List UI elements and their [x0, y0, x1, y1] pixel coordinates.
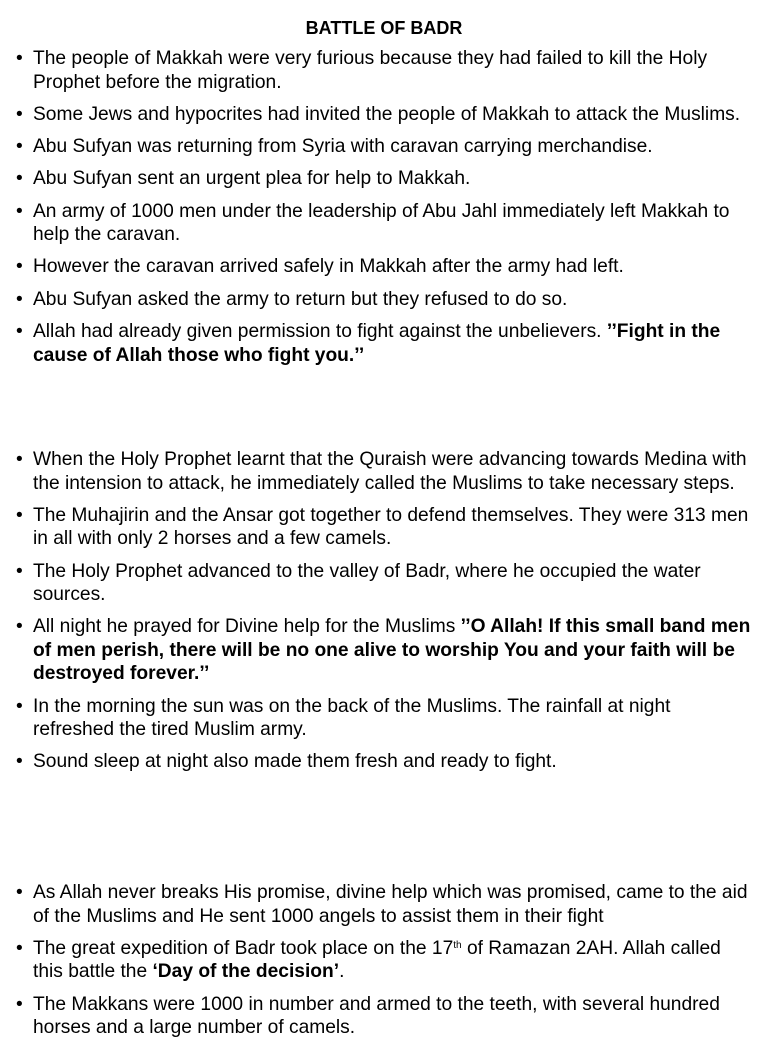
bullet-text: The people of Makkah were very furious because they had failed to kill the Holy Prophet before the migration.	[33, 48, 708, 93]
bullet-text: of Ramazan 2AH. Allah called this battle the	[33, 937, 721, 983]
page-title: BATTLE OF BADR	[305, 18, 463, 38]
bullet-list-section-2	[14, 448, 754, 783]
bullet-text: Allah had already given permission to fight against the unbelievers.	[33, 321, 607, 343]
bullet-text: When the Holy Prophet learnt that the Quraish were advancing towards Medina with the intension to attack, he immediately called the Muslims to take necessary steps.	[33, 449, 747, 494]
bullet-text: The Makkans were 1000 in number and armed to the teeth, with several hundred horses and a large number of camels.	[33, 993, 720, 1039]
bullet-item	[14, 135, 754, 159]
bullet-text: The Muhajirin and the Ansar got together to defend themselves. They were 313 men in all with only 2 horses and a few camels.	[33, 504, 749, 550]
bullet-item	[14, 320, 754, 367]
bold-quote-text: ’’Fight in the cause of Allah those who fight you.’’	[33, 321, 721, 366]
bullet-text: Abu Sufyan was returning from Syria with caravan carrying merchandise.	[33, 136, 653, 158]
bullet-item	[14, 47, 754, 94]
bold-quote-text: ‘Day of the decision’	[152, 961, 340, 983]
bullet-item	[14, 560, 754, 607]
bullet-item	[14, 615, 754, 686]
bullet-text: The great expedition of Badr took place on the 17	[33, 937, 454, 959]
bold-quote-text: ’’O Allah! If this small band men of men perish, there will be no one alive to worship You and your faith will be destroyed forever.’’	[33, 616, 751, 685]
bullet-text: However the caravan arrived safely in Makkah after the army had left.	[33, 256, 624, 278]
bullet-text: In the morning the sun was on the back of the Muslims. The rainfall at night refreshed the tired Muslim army.	[33, 695, 671, 741]
bullet-text: As Allah never breaks His promise, divine help which was promised, came to the aid of the Muslims and He sent 1000 angels to assist them in their fight	[33, 882, 748, 927]
bullet-item	[14, 695, 754, 742]
bullet-item	[14, 750, 754, 774]
bullet-list-section-3	[14, 881, 754, 1048]
bullet-item	[14, 504, 754, 551]
bullet-item	[14, 255, 754, 279]
bullet-text: .	[339, 961, 345, 983]
bullet-item	[14, 167, 754, 191]
superscript-text: th	[453, 939, 462, 951]
bullet-list-section-1	[14, 47, 754, 376]
bullet-text: Sound sleep at night also made them fresh and ready to fight.	[33, 751, 557, 773]
bullet-item	[14, 200, 754, 247]
bullet-item	[14, 288, 754, 312]
bullet-text: All night he prayed for Divine help for the Muslims	[33, 616, 461, 638]
bullet-item	[14, 103, 754, 127]
bullet-text: Some Jews and hypocrites had invited the people of Makkah to attack the Muslims.	[33, 103, 741, 125]
bullet-item	[14, 448, 754, 495]
bullet-text: Abu Sufyan sent an urgent plea for help to Makkah.	[33, 168, 471, 190]
bullet-item	[14, 993, 754, 1040]
bullet-item	[14, 881, 754, 928]
bullet-text: An army of 1000 men under the leadership of Abu Jahl immediately left Makkah to help the caravan.	[33, 200, 730, 246]
bullet-text: The Holy Prophet advanced to the valley of Badr, where he occupied the water sources.	[33, 560, 701, 606]
bullet-item	[14, 937, 754, 984]
bullet-text: Abu Sufyan asked the army to return but they refused to do so.	[33, 288, 568, 310]
